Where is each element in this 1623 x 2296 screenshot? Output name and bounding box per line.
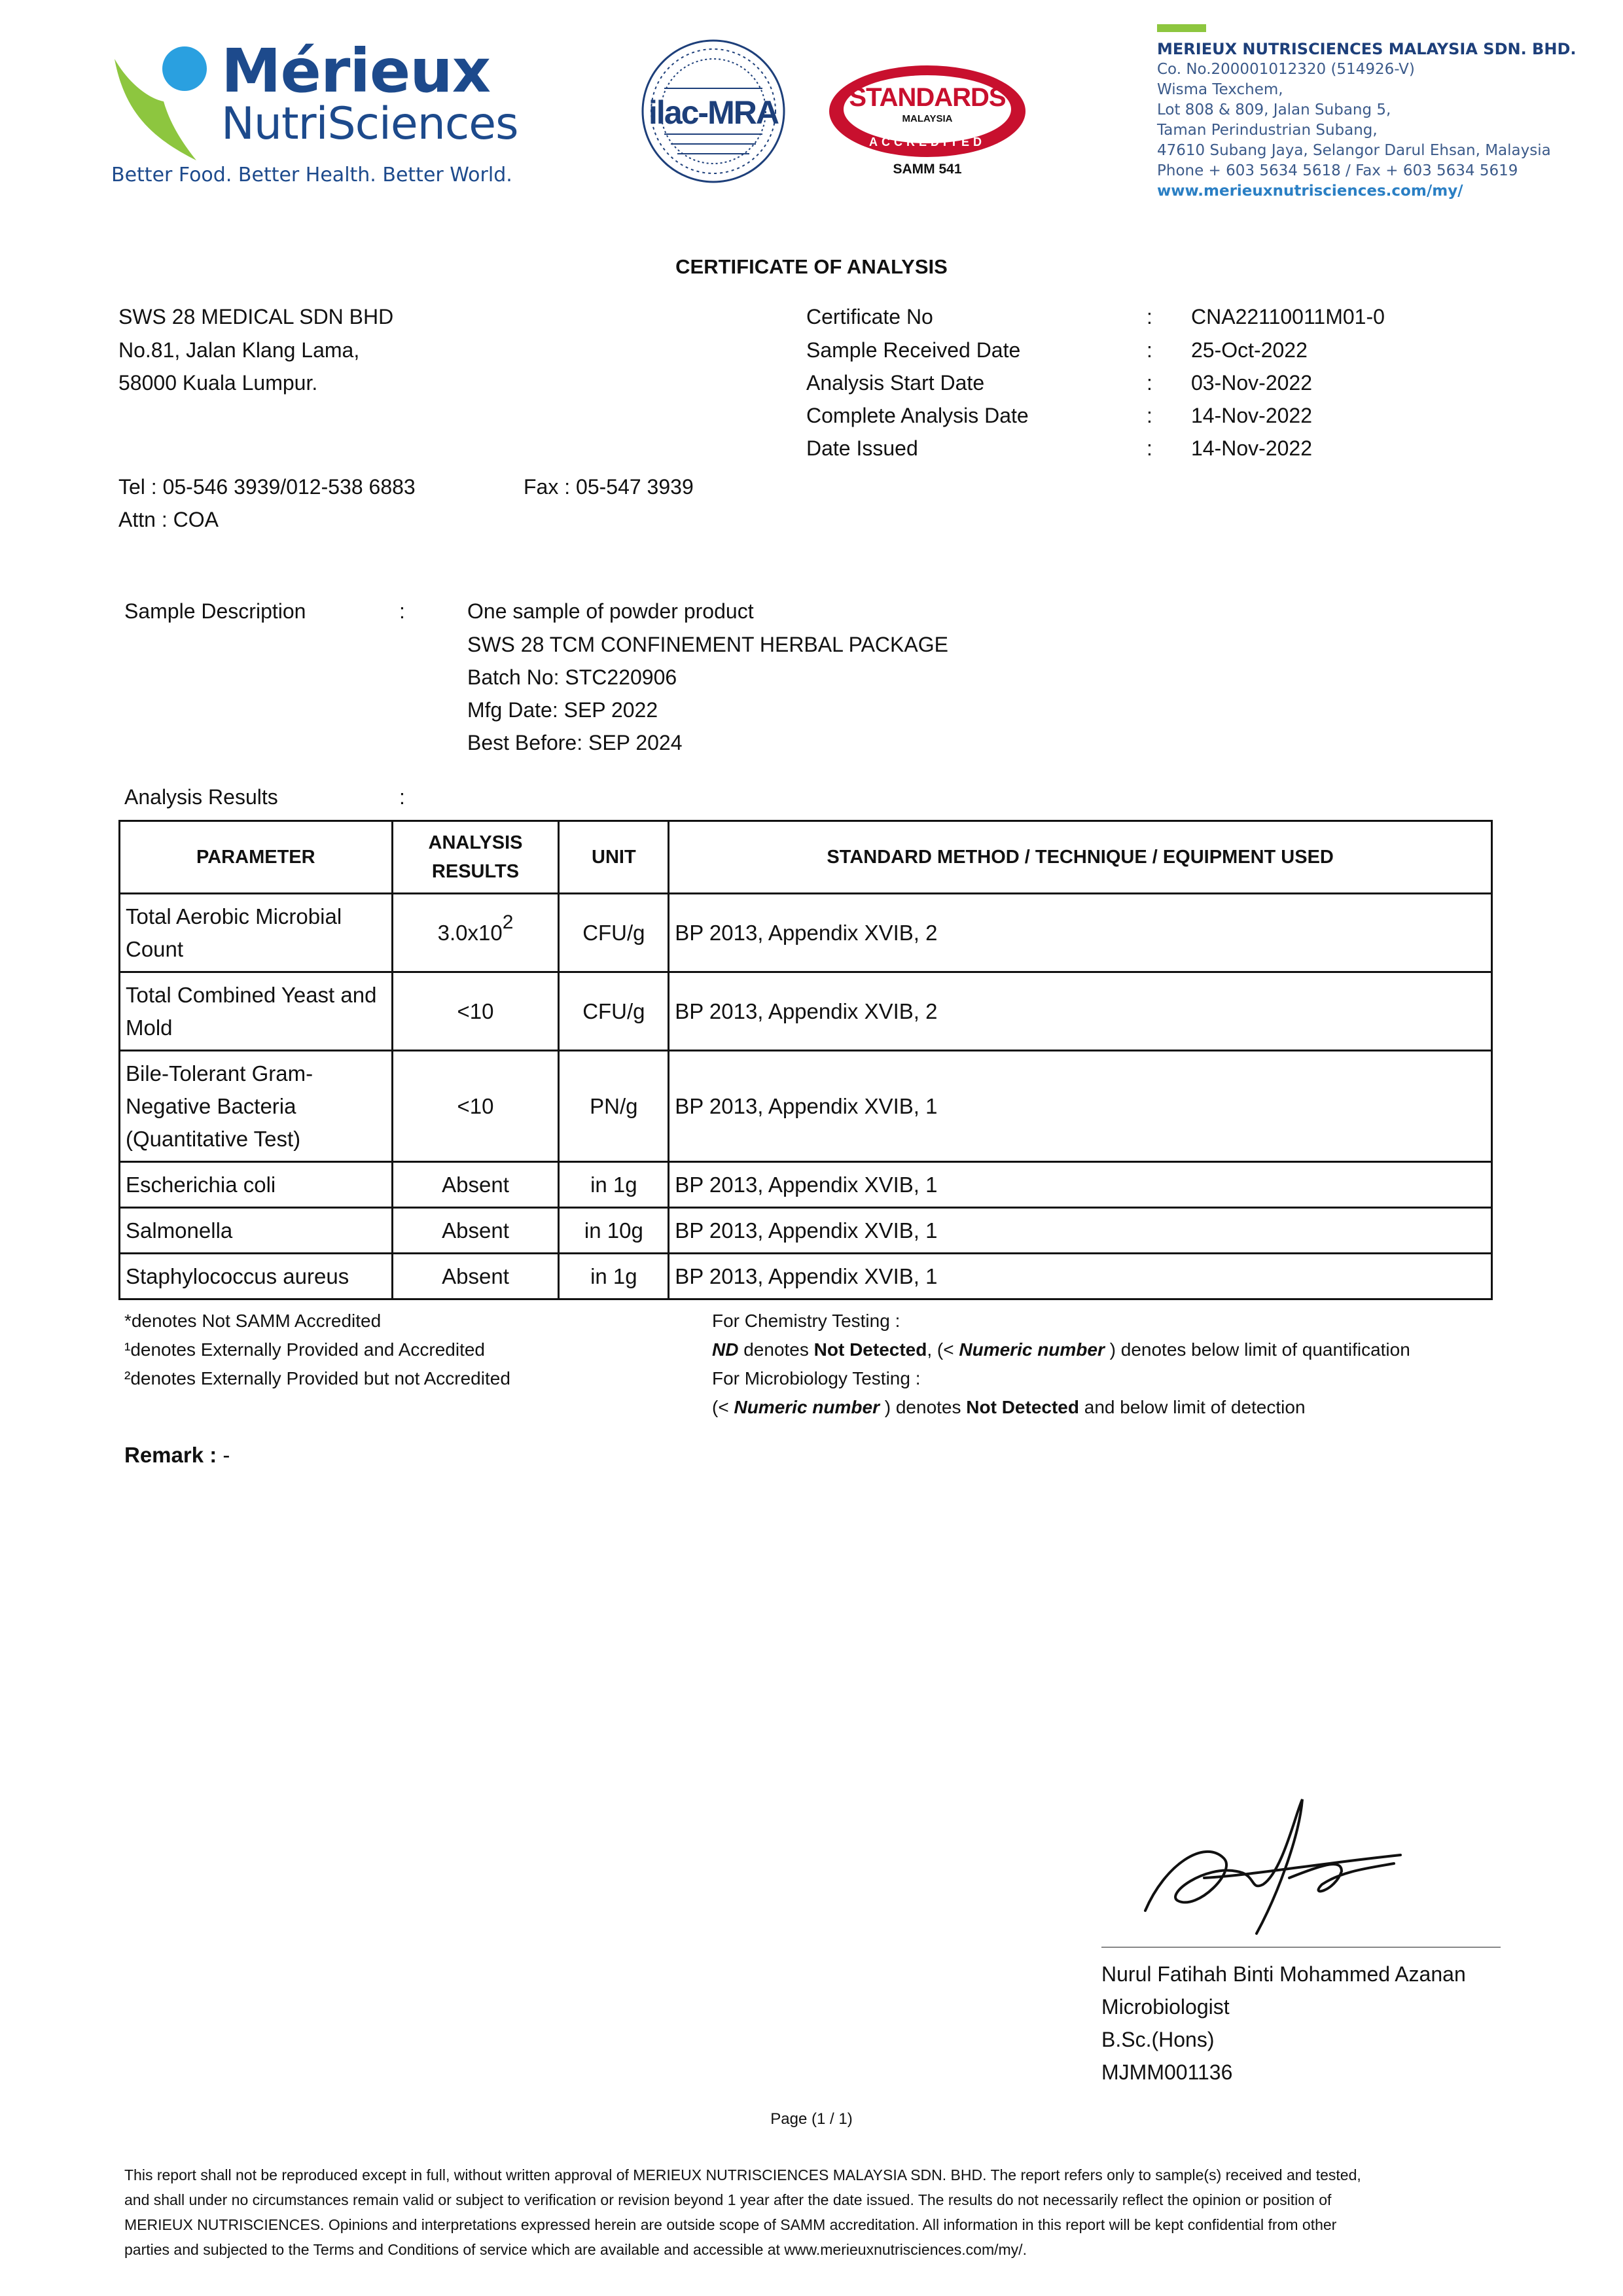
- signature-line: [1101, 1947, 1501, 1948]
- client-address1: No.81, Jalan Klang Lama,: [118, 338, 360, 362]
- parameter-line1: Bile-Tolerant Gram-: [126, 1061, 313, 1086]
- cell-parameter: Escherichia coli: [120, 1162, 393, 1208]
- cell-result: Absent: [392, 1162, 559, 1208]
- chem-line: [712, 1335, 1410, 1364]
- cell-parameter: Staphylococcus aureus: [120, 1254, 393, 1299]
- company-addr1: Wisma Texchem,: [1157, 81, 1283, 98]
- cell-result: <10: [392, 972, 559, 1051]
- cert-sep: :: [1147, 305, 1152, 328]
- chem-numeric: Numeric number: [959, 1339, 1105, 1360]
- legend-line: ²denotes Externally Provided but not Accredited: [124, 1368, 510, 1388]
- standards-country: MALAYSIA: [902, 113, 953, 124]
- cert-value: 14-Nov-2022: [1191, 404, 1312, 427]
- leaf-logo-icon: [111, 39, 229, 170]
- footer-line: This report shall not be reproduced except in full, without written approval of MERIEUX NUTRISCIENCES MALAYSIA SDN. BHD. The report refers only to sample(s) received and tested,: [124, 2166, 1361, 2183]
- sample-line: Batch No: STC220906: [467, 665, 677, 689]
- table-row: [120, 894, 1492, 972]
- legend-line: *denotes Not SAMM Accredited: [124, 1311, 382, 1331]
- parameter-line2: Negative Bacteria: [126, 1093, 296, 1118]
- table-row: [120, 972, 1492, 1051]
- company-addr3: Taman Perindustrian Subang,: [1157, 122, 1378, 139]
- legend-right: [712, 1307, 1410, 1422]
- table-row: [120, 1254, 1492, 1299]
- cert-sep: :: [1147, 404, 1152, 427]
- cell-parameter: [120, 1051, 393, 1162]
- chem-title: For Chemistry Testing :: [712, 1311, 901, 1331]
- legend-left: [124, 1307, 510, 1393]
- client-address2: 58000 Kuala Lumpur.: [118, 371, 318, 395]
- standards-malaysia-logo: [826, 62, 1029, 180]
- cert-label: Complete Analysis Date: [806, 404, 1029, 427]
- footer-line: parties and subjected to the Terms and Conditions of service which are available and accessible at www.merieuxnutrisciences.com/my/.: [124, 2241, 1027, 2258]
- chem-not-detected: Not Detected: [813, 1339, 927, 1360]
- result-value: 3.0x10: [437, 920, 503, 945]
- chem-end: ) denotes below limit of quantification: [1104, 1339, 1410, 1360]
- company-reg: Co. No.200001012320 (514926-V): [1157, 61, 1415, 78]
- cert-sep: :: [1147, 436, 1152, 460]
- header-unit: UNIT: [559, 821, 669, 894]
- micro-numeric: Numeric number: [734, 1397, 880, 1417]
- micro-mid: ) denotes: [879, 1397, 967, 1417]
- client-tel: Tel : 05-546 3939/012-538 6883: [118, 475, 416, 499]
- standards-accredited: ACCREDITED: [868, 135, 986, 149]
- footer-disclaimer: [124, 2163, 1505, 2262]
- cell-unit: CFU/g: [559, 972, 669, 1051]
- parameter-line2: Mold: [126, 1015, 173, 1040]
- company-green-bar: [1157, 24, 1206, 32]
- header-results-line1: ANALYSIS: [428, 832, 523, 853]
- results-table: [118, 820, 1493, 1300]
- cell-method: BP 2013, Appendix XVIB, 1: [669, 1208, 1492, 1254]
- standards-text: STANDARDS: [849, 83, 1006, 112]
- sample-line: One sample of powder product: [467, 599, 754, 623]
- footer-line: and shall under no circumstances remain valid or subject to verification or revision beyond 1 year after the date issued. The results do not necessarily reflect the opinion or position of: [124, 2191, 1332, 2208]
- micro-title: For Microbiology Testing :: [712, 1368, 921, 1388]
- cell-method: BP 2013, Appendix XVIB, 2: [669, 894, 1492, 972]
- signatory-degree: B.Sc.(Hons): [1101, 2028, 1215, 2051]
- sample-description-sep: :: [399, 599, 405, 623]
- chem-denotes: denotes: [738, 1339, 814, 1360]
- signatory-name: Nurul Fatihah Binti Mohammed Azanan: [1101, 1962, 1466, 1986]
- header-results: [392, 821, 559, 894]
- cert-label: Analysis Start Date: [806, 371, 985, 395]
- sample-line: SWS 28 TCM CONFINEMENT HERBAL PACKAGE: [467, 633, 948, 656]
- cell-result: <10: [392, 1051, 559, 1162]
- sample-line: Best Before: SEP 2024: [467, 731, 683, 754]
- result-exponent: 2: [502, 911, 514, 933]
- cell-parameter: Salmonella: [120, 1208, 393, 1254]
- cert-sep: :: [1147, 371, 1152, 395]
- cert-sep: :: [1147, 338, 1152, 362]
- legend-line: ¹denotes Externally Provided and Accredited: [124, 1339, 485, 1360]
- chem-nd: ND: [712, 1339, 739, 1360]
- parameter-line2: Count: [126, 936, 184, 961]
- table-row: [120, 1208, 1492, 1254]
- parameter-line1: Total Aerobic Microbial: [126, 904, 342, 928]
- footer-line: MERIEUX NUTRISCIENCES. Opinions and interpretations expressed herein are outside scope of SAMM accreditation. All information in this report will be kept confidential from other: [124, 2216, 1337, 2233]
- table-row: [120, 1051, 1492, 1162]
- micro-start: (<: [712, 1397, 734, 1417]
- cell-unit: in 1g: [559, 1162, 669, 1208]
- client-attn: Attn : COA: [118, 508, 219, 531]
- cell-parameter: [120, 894, 393, 972]
- ilac-text: ilac-MRA: [649, 94, 778, 131]
- signatory-reg: MJMM001136: [1101, 2060, 1233, 2084]
- cert-value: CNA22110011M01-0: [1191, 305, 1385, 328]
- cell-result: Absent: [392, 1208, 559, 1254]
- cell-result: Absent: [392, 1254, 559, 1299]
- company-address-block: [1157, 39, 1576, 202]
- analysis-results-sep: :: [399, 785, 405, 809]
- page-number: Page (1 / 1): [770, 2110, 853, 2128]
- company-phone: Phone + 603 5634 5618 / Fax + 603 5634 5619: [1157, 162, 1518, 179]
- company-website[interactable]: www.merieuxnutrisciences.com/my/: [1157, 183, 1463, 200]
- company-addr4: 47610 Subang Jaya, Selangor Darul Ehsan, Malaysia: [1157, 142, 1551, 159]
- chem-mid: , (<: [927, 1339, 959, 1360]
- cert-label: Certificate No: [806, 305, 933, 328]
- cell-parameter: [120, 972, 393, 1051]
- cell-method: BP 2013, Appendix XVIB, 1: [669, 1051, 1492, 1162]
- cert-label: Date Issued: [806, 436, 918, 460]
- company-addr2: Lot 808 & 809, Jalan Subang 5,: [1157, 101, 1391, 118]
- micro-not-detected: Not Detected: [966, 1397, 1079, 1417]
- table-header-row: [120, 821, 1492, 894]
- cell-unit: PN/g: [559, 1051, 669, 1162]
- remark: [124, 1443, 230, 1468]
- signature-image: [1126, 1786, 1420, 1943]
- logo-line1: Mérieux: [221, 36, 491, 106]
- signatory-title: Microbiologist: [1101, 1995, 1230, 2019]
- micro-end: and below limit of detection: [1079, 1397, 1306, 1417]
- logo-line2: NutriSciences: [221, 98, 518, 150]
- cell-method: BP 2013, Appendix XVIB, 1: [669, 1162, 1492, 1208]
- cell-unit: in 10g: [559, 1208, 669, 1254]
- micro-line: [712, 1393, 1410, 1422]
- cert-value: 03-Nov-2022: [1191, 371, 1312, 395]
- company-name: MERIEUX NUTRISCIENCES MALAYSIA SDN. BHD.: [1157, 40, 1577, 58]
- parameter-line3: (Quantitative Test): [126, 1126, 301, 1151]
- cert-value: 14-Nov-2022: [1191, 436, 1312, 460]
- cert-label: Sample Received Date: [806, 338, 1021, 362]
- logo-tagline: Better Food. Better Health. Better World.: [111, 164, 512, 186]
- sample-description-label: Sample Description: [124, 599, 306, 623]
- cell-result: [392, 894, 559, 972]
- cell-unit: CFU/g: [559, 894, 669, 972]
- remark-label: Remark :: [124, 1443, 217, 1467]
- merieux-logo: [111, 36, 518, 193]
- header-method: STANDARD METHOD / TECHNIQUE / EQUIPMENT USED: [669, 821, 1492, 894]
- analysis-results-label: Analysis Results: [124, 785, 278, 809]
- header-results-line2: RESULTS: [431, 861, 520, 882]
- cell-unit: in 1g: [559, 1254, 669, 1299]
- client-name: SWS 28 MEDICAL SDN BHD: [118, 305, 394, 328]
- header-parameter: PARAMETER: [120, 821, 393, 894]
- cert-value: 25-Oct-2022: [1191, 338, 1308, 362]
- document-title: CERTIFICATE OF ANALYSIS: [675, 255, 948, 278]
- parameter-line1: Total Combined Yeast and: [126, 982, 377, 1007]
- ilac-mra-logo: [638, 36, 789, 186]
- table-row: [120, 1162, 1492, 1208]
- cell-method: BP 2013, Appendix XVIB, 1: [669, 1254, 1492, 1299]
- sample-line: Mfg Date: SEP 2022: [467, 698, 658, 722]
- samm-number: SAMM 541: [893, 162, 962, 177]
- cell-method: BP 2013, Appendix XVIB, 2: [669, 972, 1492, 1051]
- remark-value: -: [223, 1443, 230, 1467]
- client-fax: Fax : 05-547 3939: [524, 475, 694, 499]
